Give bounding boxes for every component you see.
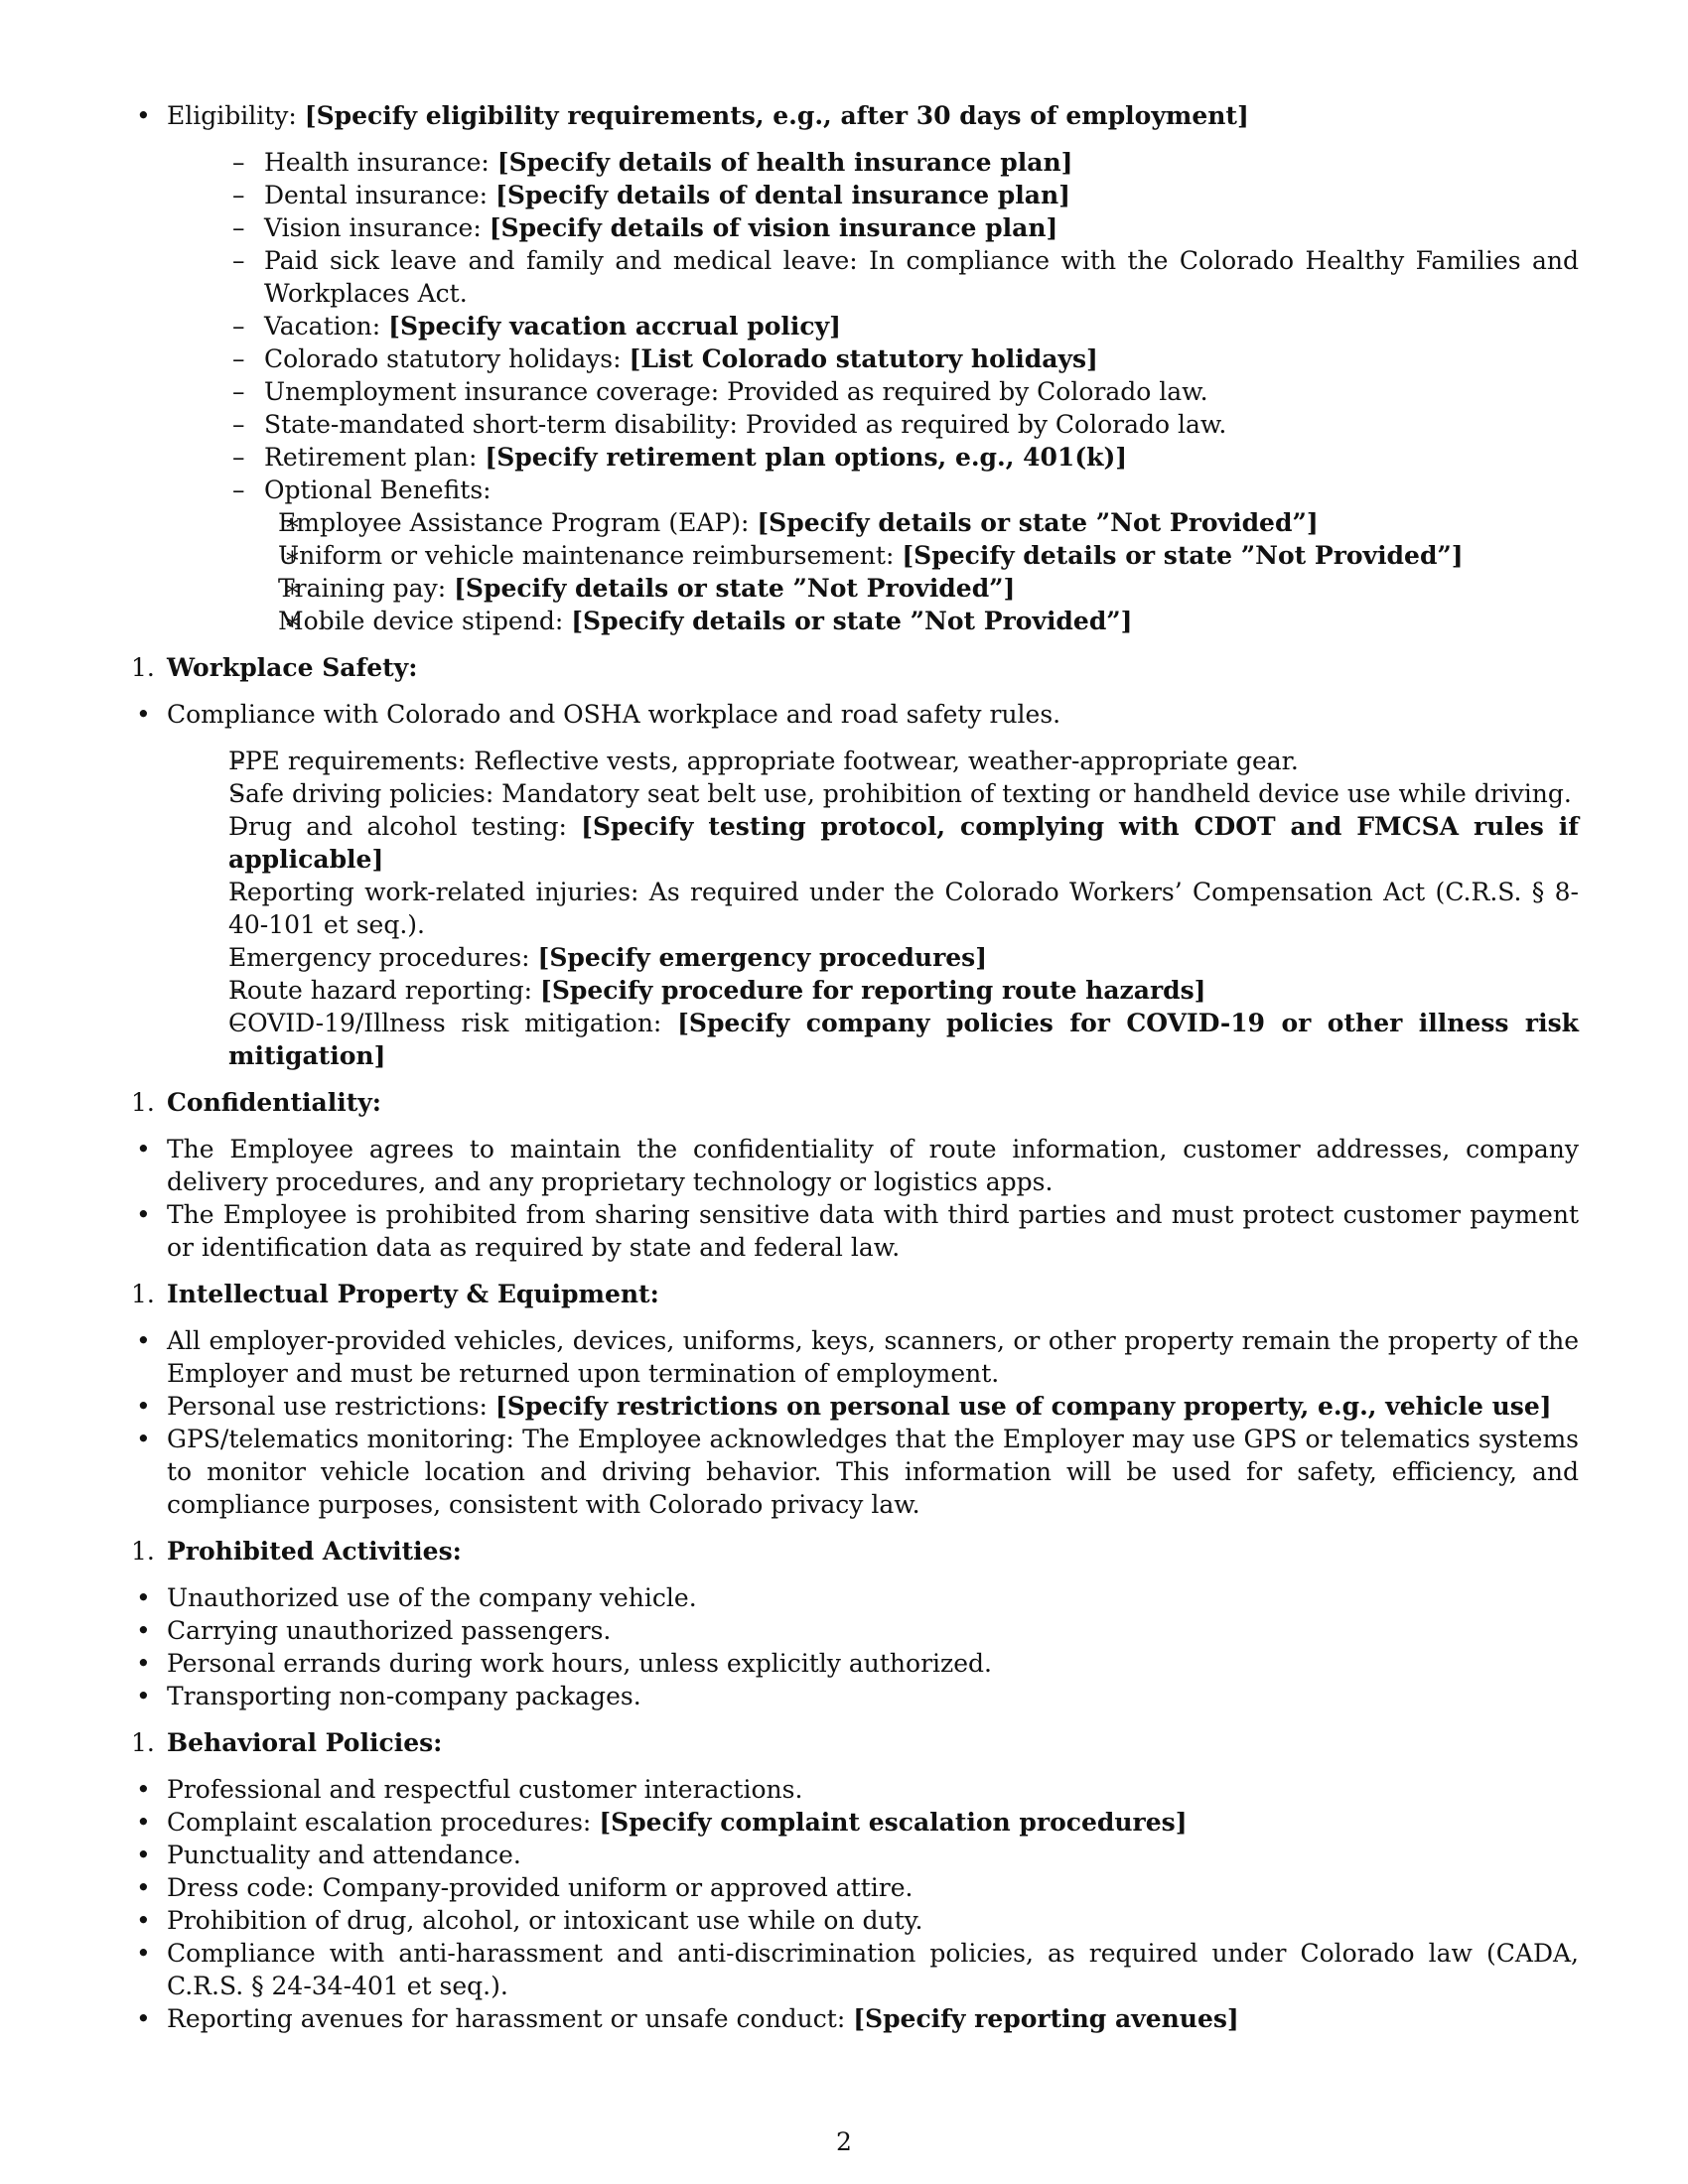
item-text: State-mandated short-term disability: Provided as required by Colorado law. [264,410,1227,439]
item-label: Emergency procedures: [228,943,538,972]
eligibility-list [131,99,1579,637]
section-heading-prohibited-activities [131,1535,1579,1568]
list-item [167,539,1579,572]
list-item [167,146,1579,179]
safety-list [131,698,1579,1072]
item-value: [Specify vacation accrual policy] [388,312,841,341]
list-item [167,342,1579,375]
item-text: Professional and respectful customer interactions. [167,1775,803,1804]
list-item [167,810,1579,876]
list-item [131,1773,1579,1806]
eligibility-label: Eligibility: [167,101,305,130]
item-value: [Specify reporting avenues] [853,2004,1239,2033]
section-number: 1. [131,1280,155,1308]
item-text: The Employee is prohibited from sharing sensitive data with third parties and must protect customer payment or identification data as required by state and federal law. [167,1200,1579,1262]
section-title: Behavioral Policies: [167,1728,443,1757]
item-label: COVID-19/Illness risk mitigation: [228,1009,678,1037]
item-text: Compliance with Colorado and OSHA workplace and road safety rules. [167,700,1061,729]
section-title: Prohibited Activities: [167,1537,462,1566]
benefits-list [167,146,1579,506]
section-heading-workplace-safety [131,651,1579,684]
section-number: 1. [131,1537,155,1566]
page-number: 2 [836,2127,852,2156]
section-title: Intellectual Property & Equipment: [167,1280,659,1308]
list-item [131,2002,1579,2035]
list-item [167,474,1579,506]
list-item [167,941,1579,974]
prohibited-list [131,1581,1579,1712]
list-item [167,572,1579,605]
item-text: GPS/telematics monitoring: The Employee acknowledges that the Employer may use GPS or telematics systems to monitor vehicle location and driving behavior. This information will be used for safety, efficiency, and compliance purposes, consistent with Colorado privacy law. [167,1425,1579,1519]
item-label: Health insurance: [264,148,497,177]
ip-list [131,1324,1579,1521]
list-item [131,1390,1579,1423]
list-item [167,605,1579,637]
item-value: [Specify details or state ”Not Provided”] [571,607,1133,635]
item-label: Vision insurance: [264,213,490,242]
list-item [131,1614,1579,1647]
list-item [167,745,1579,777]
section-title: Workplace Safety: [167,653,418,682]
item-value: [Specify details of health insurance plan] [496,148,1073,177]
item-value: [Specify company policies for COVID-19 or other illness risk mitigation] [228,1009,1580,1070]
item-text: Unemployment insurance coverage: Provided as required by Colorado law. [264,377,1208,406]
list-item [167,441,1579,474]
item-value: [Specify details or state ”Not Provided”] [902,541,1464,570]
item-label: Complaint escalation procedures: [167,1808,600,1837]
confidentiality-list [131,1133,1579,1264]
item-value: [Specify details or state ”Not Provided”] [454,574,1016,603]
item-text: Safe driving policies: Mandatory seat belt use, prohibition of texting or handheld device use while driving. [228,779,1572,808]
item-label: Personal use restrictions: [167,1392,495,1421]
list-item [167,974,1579,1007]
item-label: Mobile device stipend: [278,607,572,635]
item-value: [Specify procedure for reporting route hazards] [540,976,1206,1005]
item-value: [Specify retirement plan options, e.g., 401(k)] [485,443,1128,472]
item-text: Transporting non-company packages. [167,1682,641,1710]
list-item [167,506,1579,539]
item-value: [Specify restrictions on personal use of company property, e.g., vehicle use] [494,1392,1552,1421]
item-label: Colorado statutory holidays: [264,344,630,373]
section-heading-behavioral-policies [131,1726,1579,1759]
list-item [131,1839,1579,1871]
list-item [131,1133,1579,1198]
list-item [131,1647,1579,1680]
item-text: Optional Benefits: [264,476,492,504]
item-value: [Specify details of vision insurance plan] [489,213,1058,242]
section-heading-intellectual-property [131,1278,1579,1310]
item-value: [Specify complaint escalation procedures] [599,1808,1188,1837]
list-item [167,777,1579,810]
item-text: PPE requirements: Reflective vests, appropriate footwear, weather-appropriate gear. [228,747,1299,775]
item-label: Uniform or vehicle maintenance reimbursement: [278,541,903,570]
list-item [131,1324,1579,1390]
item-text: Unauthorized use of the company vehicle. [167,1583,697,1612]
list-item [167,244,1579,310]
item-label: Vacation: [264,312,389,341]
list-item [167,310,1579,342]
list-item [131,698,1579,1072]
list-item [167,876,1579,941]
document-body [131,99,1579,2035]
item-label: Reporting avenues for harassment or unsafe conduct: [167,2004,854,2033]
section-heading-confidentiality [131,1086,1579,1119]
list-item [131,1871,1579,1904]
list-item [131,1423,1579,1521]
section-number: 1. [131,653,155,682]
behavioral-list [131,1773,1579,2035]
section-number: 1. [131,1088,155,1117]
item-label: Employee Assistance Program (EAP): [278,508,758,537]
item-text: Reporting work-related injuries: As required under the Colorado Workers’ Compensation Act (C.R.S. § 8-40-101 et seq.). [228,878,1579,939]
item-value: [Specify testing protocol, complying with CDOT and FMCSA rules if applicable] [228,812,1579,874]
list-item [167,211,1579,244]
list-item [131,1806,1579,1839]
item-text: Carrying unauthorized passengers. [167,1616,612,1645]
item-text: Prohibition of drug, alcohol, or intoxicant use while on duty. [167,1906,923,1935]
eligibility-item [131,99,1579,637]
list-item [131,1904,1579,1937]
list-item [167,179,1579,211]
list-item [167,375,1579,408]
item-label: Route hazard reporting: [228,976,541,1005]
eligibility-value: [Specify eligibility requirements, e.g., after 30 days of employment] [304,101,1249,130]
item-text: The Employee agrees to maintain the confidentiality of route information, customer addresses, company delivery procedures, and any proprietary technology or logistics apps. [167,1135,1579,1196]
section-number: 1. [131,1728,155,1757]
list-item [131,1581,1579,1614]
item-label: Dental insurance: [264,181,495,209]
item-value: [Specify emergency procedures] [537,943,988,972]
list-item [167,1007,1579,1072]
item-value: [Specify details or state ”Not Provided”] [757,508,1319,537]
item-text: Paid sick leave and family and medical leave: In compliance with the Colorado Healthy Families and Workplaces Act. [264,246,1579,308]
item-text: Dress code: Company-provided uniform or approved attire. [167,1873,914,1902]
list-item [131,1937,1579,2002]
item-label: Retirement plan: [264,443,486,472]
safety-sublist [167,745,1579,1072]
item-text: Punctuality and attendance. [167,1841,521,1869]
optional-benefits-sublist [167,506,1579,637]
section-title: Confidentiality: [167,1088,382,1117]
item-label: Training pay: [278,574,455,603]
item-text: All employer-provided vehicles, devices, uniforms, keys, scanners, or other property remain the property of the Employer and must be returned upon termination of employment. [167,1326,1579,1388]
list-item [167,408,1579,441]
item-text: Compliance with anti-harassment and anti-discrimination policies, as required under Colorado law (CADA, C.R.S. § 24-34-401 et seq.). [167,1939,1579,2000]
item-label: Drug and alcohol testing: [228,812,582,841]
list-item [131,1198,1579,1264]
item-value: [Specify details of dental insurance plan] [494,181,1070,209]
list-item [131,1680,1579,1712]
item-text: Personal errands during work hours, unless explicitly authorized. [167,1649,992,1678]
item-value: [List Colorado statutory holidays] [629,344,1098,373]
